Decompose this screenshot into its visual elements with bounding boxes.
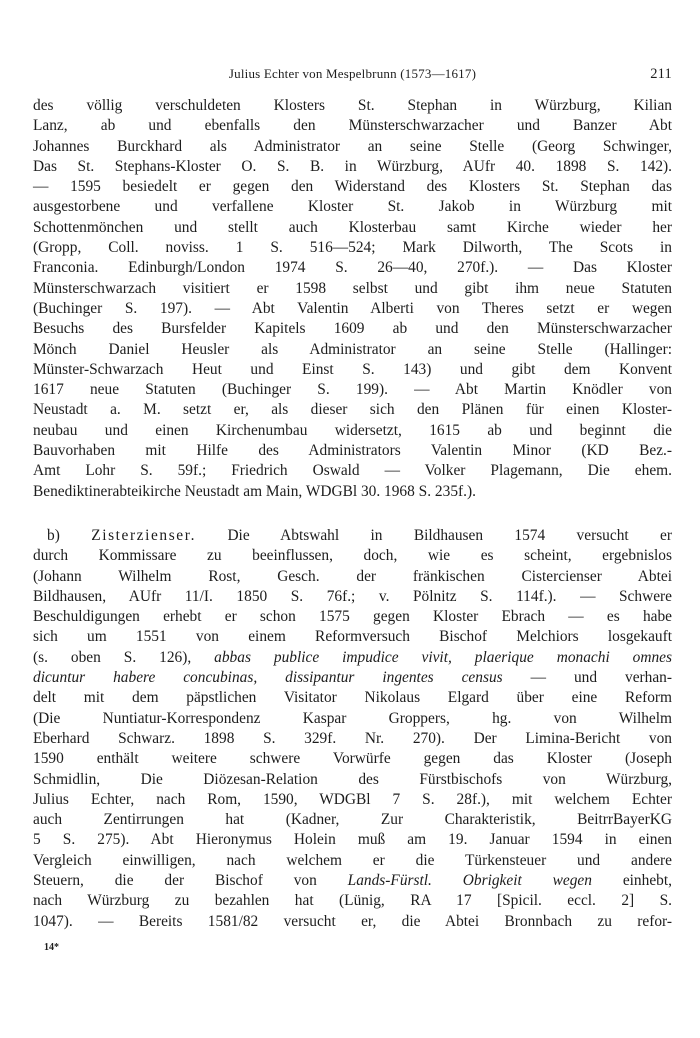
text-line: Neustadt a. M. setzt er, als dieser sich den Plänen für einen Kloster- <box>33 401 672 419</box>
text-line: — 1595 besiedelt er gegen den Widerstand des Klosters St. Stephan das <box>33 178 672 196</box>
text-line: Münster-Schwarzach Heut und Einst S. 143) und gibt dem Konvent <box>33 360 672 378</box>
text-line: Bauvorhaben mit Hilfe des Administrators Valentin Minor (KD Bez.- <box>33 442 672 460</box>
section-heading: Zisterzienser. <box>91 527 197 544</box>
section-label: b) <box>47 527 60 544</box>
text-line: durch Kommissare zu beeinflussen, doch, wie es scheint, ergebnislos <box>33 547 672 565</box>
text-line: Franconia. Edinburgh/London 1974 S. 26—40, 270f.). — Das Kloster <box>33 259 672 277</box>
section-lead-text: Die Abtswahl in Bildhausen 1574 versucht er <box>227 527 672 544</box>
text-line: des völlig verschuldeten Klosters St. Stephan in Würzburg, Kilian <box>33 97 672 114</box>
text-line: Eberhard Schwarz. 1898 S. 329f. Nr. 270). Der Limina-Bericht von <box>33 729 672 747</box>
text-line: (Die Nuntiatur-Korrespondenz Kaspar Groppers, hg. von Wilhelm <box>33 709 672 727</box>
text-line: 1047). — Bereits 1581/82 versucht er, die Abtei Bronnbach zu refor- <box>33 912 672 930</box>
quote-suffix: — und verhan- <box>530 669 672 687</box>
text-line: Amt Lohr S. 59f.; Friedrich Oswald — Volker Plagemann, Die ehem. <box>33 462 672 480</box>
text-prefix: Steuern, die der Bischof von <box>33 872 317 890</box>
text-suffix: einhebt, <box>622 872 672 890</box>
text-line: 5 S. 275). Abt Hieronymus Holein muß am 19. Januar 1594 in einen <box>33 831 672 849</box>
text-line: Johannes Burckhard als Administrator an seine Stelle (Georg Schwinger, <box>33 137 672 155</box>
text-line: Julius Echter, nach Rom, 1590, WDGBl 7 S. 28f.), mit welchem Echter <box>33 790 672 808</box>
text-line: ausgestorbene und verfallene Kloster St. Jakob in Würzburg mit <box>33 198 672 216</box>
text-line: Beschuldigungen erhebt er schon 1575 gegen Kloster Ebrach — es habe <box>33 608 672 626</box>
text-line: 1617 neue Statuten (Buchinger S. 199). — Abt Martin Knödler von <box>33 381 672 399</box>
text-line: sich um 1551 von einem Reformversuch Bischof Melchiors losgekauft <box>33 628 672 646</box>
latin-quote: dicuntur habere concubinas, dissipantur ingentes census <box>33 669 503 687</box>
text-line-quote <box>33 668 672 688</box>
running-header <box>33 66 672 86</box>
text-line: Das St. Stephans-Kloster O. S. B. in Würzburg, AUfr 40. 1898 S. 142). <box>33 157 672 175</box>
page-number: 211 <box>650 66 672 82</box>
text-line: Münsterschwarzach visitiert er 1598 selbst und gibt ihm neue Statuten <box>33 279 672 297</box>
text-line: auch Zentirrungen hat (Kadner, Zur Charakteristik, BeitrrBayerKG <box>33 811 672 829</box>
signature-mark: 14* <box>44 942 59 953</box>
paragraph-cistercians <box>33 526 672 932</box>
text-line-italic-title <box>33 871 672 891</box>
text-line: Lanz, ab und ebenfalls den Münsterschwarzacher und Banzer Abt <box>33 117 672 135</box>
text-line: Vergleich einwilligen, nach welchem er die Türkensteuer und andere <box>33 851 672 869</box>
text-line: neubau und einen Kirchenumbau widersetzt, 1615 ab und beginnt die <box>33 421 672 439</box>
text-line-quote <box>33 648 672 668</box>
text-line: 1590 enthält weitere schwere Vorwürfe gegen das Kloster (Joseph <box>33 750 672 768</box>
text-line: Schottenmönchen und stellt auch Klosterbau samt Kirche wieder her <box>33 218 672 236</box>
text-line: Schmidlin, Die Diözesan-Relation des Fürstbischofs von Würzburg, <box>33 770 672 788</box>
text-line: Mönch Daniel Heusler als Administrator an seine Stelle (Hallinger: <box>33 340 672 358</box>
paragraph-benedictines <box>33 96 672 502</box>
text-line: (Buchinger S. 197). — Abt Valentin Alberti von Theres setzt er wegen <box>33 299 672 317</box>
text-line: Benediktinerabteikirche Neustadt am Main, WDGBl 30. 1968 S. 235f.). <box>33 482 476 500</box>
text-line: Bildhausen, AUfr 11/I. 1850 S. 76f.; v. Pölnitz S. 114f.). — Schwere <box>33 587 672 605</box>
text-line: delt mit dem päpstlichen Visitator Nikolaus Elgard über eine Reform <box>33 689 672 707</box>
running-title: Julius Echter von Mespelbrunn (1573—1617) <box>228 66 477 81</box>
text-line: (Johann Wilhelm Rost, Gesch. der fränkischen Cistercienser Abtei <box>33 567 672 585</box>
latin-quote: abbas publice impudice vivit, plaerique monachi omnes <box>214 648 672 666</box>
section-lead-line <box>33 526 672 546</box>
text-line: (Gropp, Coll. noviss. 1 S. 516—524; Mark Dilworth, The Scots in <box>33 239 672 257</box>
quote-prefix: (s. oben S. 126), <box>33 648 192 666</box>
italic-title: Lands-Fürstl. Obrigkeit wegen <box>347 872 592 890</box>
text-line: Besuchs des Bursfelder Kapitels 1609 ab und den Münsterschwarzacher <box>33 320 672 338</box>
text-line: nach Würzburg zu bezahlen hat (Lünig, RA 17 [Spicil. eccl. 2] S. <box>33 892 672 910</box>
